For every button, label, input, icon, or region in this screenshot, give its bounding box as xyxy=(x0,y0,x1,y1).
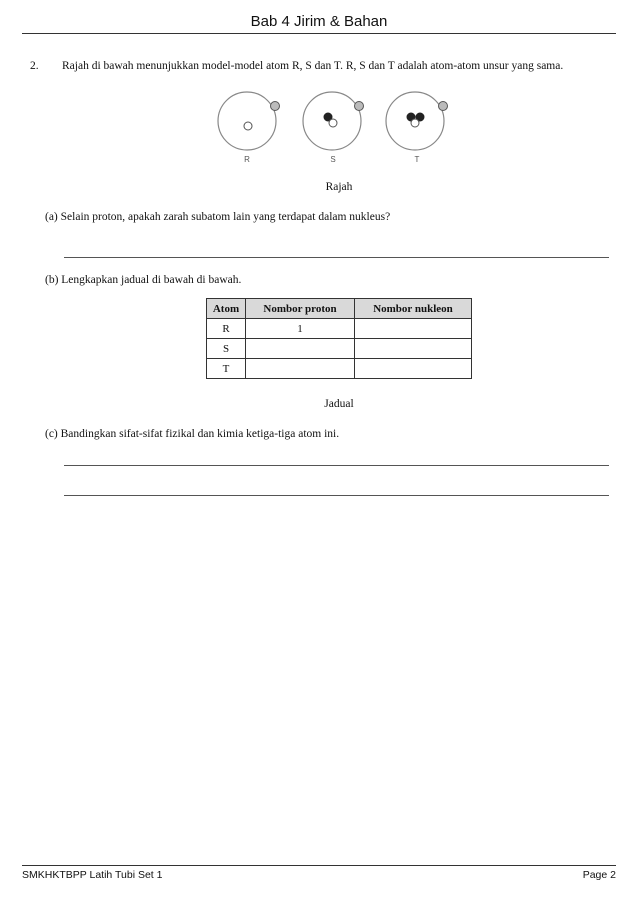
answer-line-c1[interactable] xyxy=(64,465,609,466)
cell-nucleon[interactable] xyxy=(355,319,472,339)
atom-label-r: R xyxy=(244,155,250,164)
part-a-question: (a) Selain proton, apakah zarah subatom lain yang terdapat dalam nukleus? xyxy=(45,211,391,223)
cell-atom: T xyxy=(207,359,246,379)
col-header-atom: Atom xyxy=(207,299,246,319)
question-number: 2. xyxy=(30,60,39,72)
diagram-caption: Rajah xyxy=(325,181,353,193)
atom-r xyxy=(218,92,280,150)
footer-page-number: Page 2 xyxy=(582,869,616,881)
atom-label-t: T xyxy=(414,155,420,164)
footer-school-label: SMKHKTBPP Latih Tubi Set 1 xyxy=(22,869,163,881)
atom-models-diagram xyxy=(212,83,452,168)
part-c-question: (c) Bandingkan sifat-sifat fizikal dan kimia ketiga-tiga atom ini. xyxy=(45,428,340,440)
table-row xyxy=(207,339,472,359)
table-caption: Jadual xyxy=(324,398,354,410)
header-divider xyxy=(22,33,616,34)
answer-line-c2[interactable] xyxy=(64,495,609,496)
part-b-question: (b) Lengkapkan jadual di bawah di bawah. xyxy=(45,274,242,286)
atom-table xyxy=(206,298,472,379)
atom-label-s: S xyxy=(330,155,336,164)
answer-line-a[interactable] xyxy=(64,257,609,258)
table-header-row xyxy=(207,299,472,319)
atom-s xyxy=(303,92,364,150)
cell-proton[interactable] xyxy=(246,339,355,359)
table-row xyxy=(207,319,472,339)
question-text: Rajah di bawah menunjukkan model-model atom R, S dan T. R, S dan T adalah atom-atom unsur yang sama. xyxy=(62,60,564,72)
atom-t xyxy=(386,92,448,150)
cell-nucleon[interactable] xyxy=(355,359,472,379)
col-header-nucleon: Nombor nukleon xyxy=(355,299,472,319)
footer-divider xyxy=(22,865,616,866)
cell-proton[interactable] xyxy=(246,359,355,379)
col-header-proton: Nombor proton xyxy=(246,299,355,319)
page-header: Bab 4 Jirim & Bahan xyxy=(250,13,388,30)
cell-nucleon[interactable] xyxy=(355,339,472,359)
table-row xyxy=(207,359,472,379)
cell-atom: S xyxy=(207,339,246,359)
cell-proton: 1 xyxy=(246,319,355,339)
cell-atom: R xyxy=(207,319,246,339)
